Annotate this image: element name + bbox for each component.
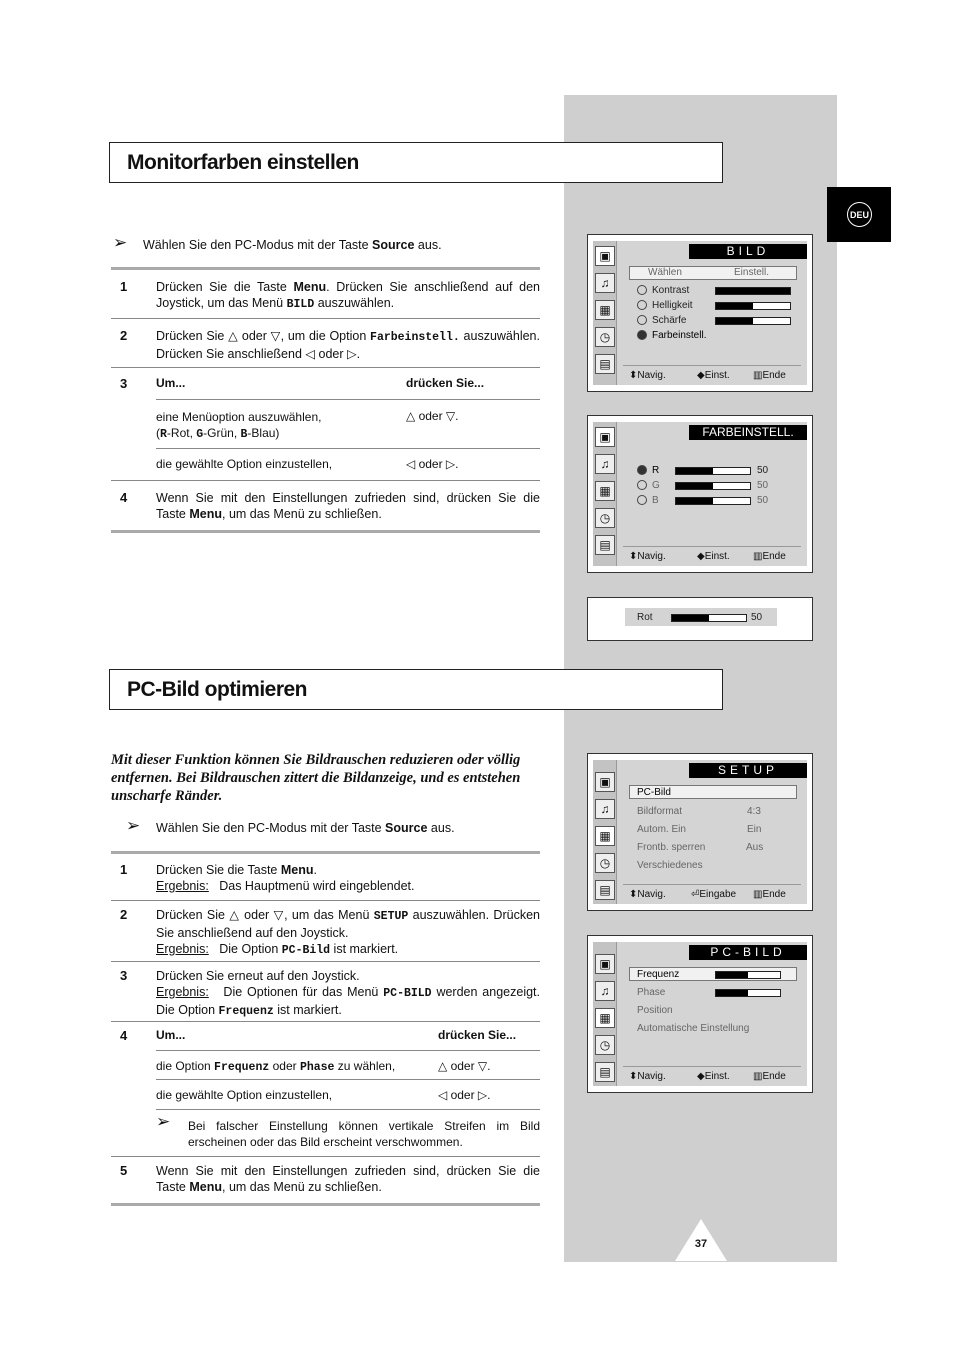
step-2-text: Drücken Sie △ oder ▽, um das Menü SETUP auszuwählen. Drücken Sie anschließend auf den Joystick. Ergebnis: Die Option PC-Bild ist markiert. bbox=[156, 908, 540, 957]
setup-icon: ▤ bbox=[595, 535, 615, 555]
step-number: 1 bbox=[120, 862, 128, 877]
osd-item-selected: Farbeinstell. bbox=[637, 330, 706, 341]
osd-footer: ⬍Navig. ◆Einst. ▥Ende bbox=[623, 546, 801, 566]
deu-badge: DEU bbox=[847, 202, 872, 227]
osd-item: Helligkeit bbox=[637, 300, 693, 311]
divider bbox=[111, 267, 540, 270]
osd-bar-g bbox=[675, 482, 751, 490]
osd-tab: Einstell. bbox=[734, 267, 770, 278]
table-header-um: Um... bbox=[156, 1028, 186, 1042]
table-cell: ◁ oder ▷. bbox=[438, 1088, 491, 1102]
divider bbox=[156, 1050, 540, 1051]
osd-item: Bildformat bbox=[637, 806, 683, 817]
osd-pcbild-menu bbox=[587, 935, 813, 1093]
osd-bar-r bbox=[675, 467, 751, 475]
step-number: 3 bbox=[120, 376, 128, 391]
osd-bar-helligkeit bbox=[715, 302, 791, 310]
table-cell: die gewählte Option einzustellen, bbox=[156, 457, 333, 471]
picture-icon: ▣ bbox=[595, 427, 615, 447]
osd-item: B bbox=[637, 495, 659, 506]
step-number: 5 bbox=[120, 1163, 128, 1178]
osd-farbeinstell-menu bbox=[587, 415, 813, 573]
osd-icon-strip bbox=[593, 760, 617, 904]
osd-bar-rot bbox=[671, 614, 747, 622]
sound-icon: ♫ bbox=[595, 454, 615, 474]
osd-bar-frequenz bbox=[715, 971, 781, 979]
osd-value: 50 bbox=[751, 612, 763, 623]
divider bbox=[111, 900, 540, 901]
osd-item: Kontrast bbox=[637, 285, 689, 296]
step-5-text: Wenn Sie mit den Einstellungen zufrieden sind, drücken Sie die Taste Menu, um das Menü zu schließen. bbox=[156, 1164, 540, 1194]
osd-icon-strip bbox=[593, 422, 617, 566]
osd-value: Aus bbox=[746, 842, 764, 853]
osd-bar-b bbox=[675, 497, 751, 505]
table-cell: eine Menüoption auszuwählen, (R-Rot, G-Grün, B-Blau) bbox=[156, 410, 322, 441]
step-3-text: Drücken Sie erneut auf den Joystick. Ergebnis: Die Optionen für das Menü PC-BILD werden angezeigt. Die Option Frequenz ist markiert. bbox=[156, 969, 540, 1018]
osd-footer: ⬍Navig. ⏎Eingabe ▥Ende bbox=[623, 884, 801, 904]
channel-icon: ▦ bbox=[595, 826, 615, 846]
osd-header: FARBEINSTELL. bbox=[689, 425, 807, 440]
step-2-text: Drücken Sie △ oder ▽, um die Option Farbeinstell. auszuwählen. Drücken Sie anschließend ◁ oder ▷. bbox=[156, 329, 540, 361]
picture-icon: ▣ bbox=[595, 772, 615, 792]
divider bbox=[111, 1203, 540, 1206]
osd-item: Position bbox=[637, 1005, 673, 1016]
step-number: 4 bbox=[120, 490, 128, 505]
timer-icon: ◷ bbox=[595, 508, 615, 528]
divider bbox=[156, 448, 540, 449]
page-number: 37 bbox=[694, 1238, 708, 1250]
arrow-icon: ➢ bbox=[156, 1112, 171, 1131]
osd-icon-strip bbox=[593, 241, 617, 385]
divider bbox=[156, 1109, 540, 1110]
step-number: 2 bbox=[120, 328, 128, 343]
osd-bar-phase bbox=[715, 989, 781, 997]
table-cell: ◁ oder ▷. bbox=[406, 457, 459, 471]
osd-item: Schärfe bbox=[637, 315, 686, 326]
timer-icon: ◷ bbox=[595, 853, 615, 873]
osd-item: G bbox=[637, 480, 660, 491]
step-4-text: Wenn Sie mit den Einstellungen zufrieden sind, drücken Sie die Taste Menu, um das Menü zu schließen. bbox=[156, 491, 540, 521]
step-1-text: Drücken Sie die Taste Menu. Ergebnis: Das Hauptmenü wird eingeblendet. bbox=[156, 863, 415, 893]
divider bbox=[111, 1156, 540, 1157]
channel-icon: ▦ bbox=[595, 481, 615, 501]
table-cell: △ oder ▽. bbox=[406, 409, 459, 423]
hint-text: Bei falscher Einstellung können vertikale Streifen im Bild erscheinen oder das Bild erscheint verschwommen. bbox=[188, 1119, 540, 1149]
osd-setup-menu bbox=[587, 753, 813, 911]
channel-icon: ▦ bbox=[595, 300, 615, 320]
osd-item: Automatische Einstellung bbox=[637, 1023, 750, 1034]
osd-bar-schaerfe bbox=[715, 317, 791, 325]
osd-value: 50 bbox=[757, 465, 769, 476]
step-number: 2 bbox=[120, 907, 128, 922]
osd-header: SETUP bbox=[689, 763, 807, 778]
arrow-icon: ➢ bbox=[113, 233, 128, 252]
divider bbox=[111, 1021, 540, 1022]
osd-tab: Wählen bbox=[648, 267, 682, 278]
step-number: 1 bbox=[120, 279, 128, 294]
sound-icon: ♫ bbox=[595, 799, 615, 819]
table-header-druecken: drücken Sie... bbox=[406, 376, 485, 390]
osd-header: BILD bbox=[689, 244, 807, 259]
language-tab bbox=[827, 187, 891, 242]
osd-item: Frontb. sperren bbox=[637, 842, 706, 853]
osd-item: R bbox=[637, 465, 659, 476]
osd-item-selected: Frequenz bbox=[637, 969, 680, 980]
note-pc-mode: ➢ Wählen Sie den PC-Modus mit der Taste Source aus. bbox=[126, 816, 455, 835]
step-1-text: Drücken Sie die Taste Menu. Drücken Sie anschließend auf den Joystick, um das Menü BILD auszuwählen. bbox=[156, 280, 540, 311]
osd-header: PC-BILD bbox=[689, 945, 807, 960]
osd-footer: ⬍Navig. ◆Einst. ▥Ende bbox=[623, 365, 801, 385]
setup-icon: ▤ bbox=[595, 880, 615, 900]
osd-item: Phase bbox=[637, 987, 666, 998]
osd-value: Ein bbox=[747, 824, 762, 835]
divider bbox=[111, 961, 540, 962]
step-number: 3 bbox=[120, 968, 128, 983]
sound-icon: ♫ bbox=[595, 981, 615, 1001]
section-title-pc-bild: PC-Bild optimieren bbox=[109, 669, 723, 710]
section-title-monitorfarben: Monitorfarben einstellen bbox=[109, 142, 723, 183]
sound-icon: ♫ bbox=[595, 273, 615, 293]
osd-rot-bar bbox=[587, 597, 813, 641]
osd-item: Rot bbox=[637, 612, 653, 623]
osd-icon-strip bbox=[593, 942, 617, 1086]
channel-icon: ▦ bbox=[595, 1008, 615, 1028]
osd-item: Verschiedenes bbox=[637, 860, 703, 871]
intro-text: Mit dieser Funktion können Sie Bildrauschen reduzieren oder völlig entfernen. Bei Bildrauschen zittert die Bildanzeige, und es entstehen unscharfe Ränder. bbox=[111, 752, 521, 804]
timer-icon: ◷ bbox=[595, 1035, 615, 1055]
setup-icon: ▤ bbox=[595, 354, 615, 374]
osd-value: 50 bbox=[757, 495, 769, 506]
step-number: 4 bbox=[120, 1028, 128, 1043]
osd-item: Autom. Ein bbox=[637, 824, 686, 835]
divider bbox=[111, 530, 540, 533]
osd-value: 4:3 bbox=[747, 806, 761, 817]
divider bbox=[111, 851, 540, 854]
osd-item-selected: PC-Bild bbox=[637, 787, 671, 798]
table-cell: △ oder ▽. bbox=[438, 1059, 491, 1073]
divider bbox=[111, 367, 540, 368]
osd-tab-row bbox=[629, 266, 797, 280]
setup-icon: ▤ bbox=[595, 1062, 615, 1082]
divider bbox=[156, 1079, 540, 1080]
table-header-druecken: drücken Sie... bbox=[438, 1028, 517, 1042]
arrow-icon: ➢ bbox=[126, 816, 141, 835]
divider bbox=[111, 480, 540, 481]
note-pc-mode: ➢ Wählen Sie den PC-Modus mit der Taste Source aus. bbox=[113, 233, 442, 252]
table-cell: die gewählte Option einzustellen, bbox=[156, 1088, 333, 1102]
divider bbox=[111, 318, 540, 319]
osd-bar-kontrast bbox=[715, 287, 791, 295]
divider bbox=[156, 399, 540, 400]
picture-icon: ▣ bbox=[595, 246, 615, 266]
osd-bild-menu bbox=[587, 234, 813, 392]
table-header-um: Um... bbox=[156, 376, 186, 390]
timer-icon: ◷ bbox=[595, 327, 615, 347]
osd-footer: ⬍Navig. ◆Einst. ▥Ende bbox=[623, 1066, 801, 1086]
table-cell: die Option Frequenz oder Phase zu wählen, bbox=[156, 1059, 396, 1074]
osd-value: 50 bbox=[757, 480, 769, 491]
picture-icon: ▣ bbox=[595, 954, 615, 974]
